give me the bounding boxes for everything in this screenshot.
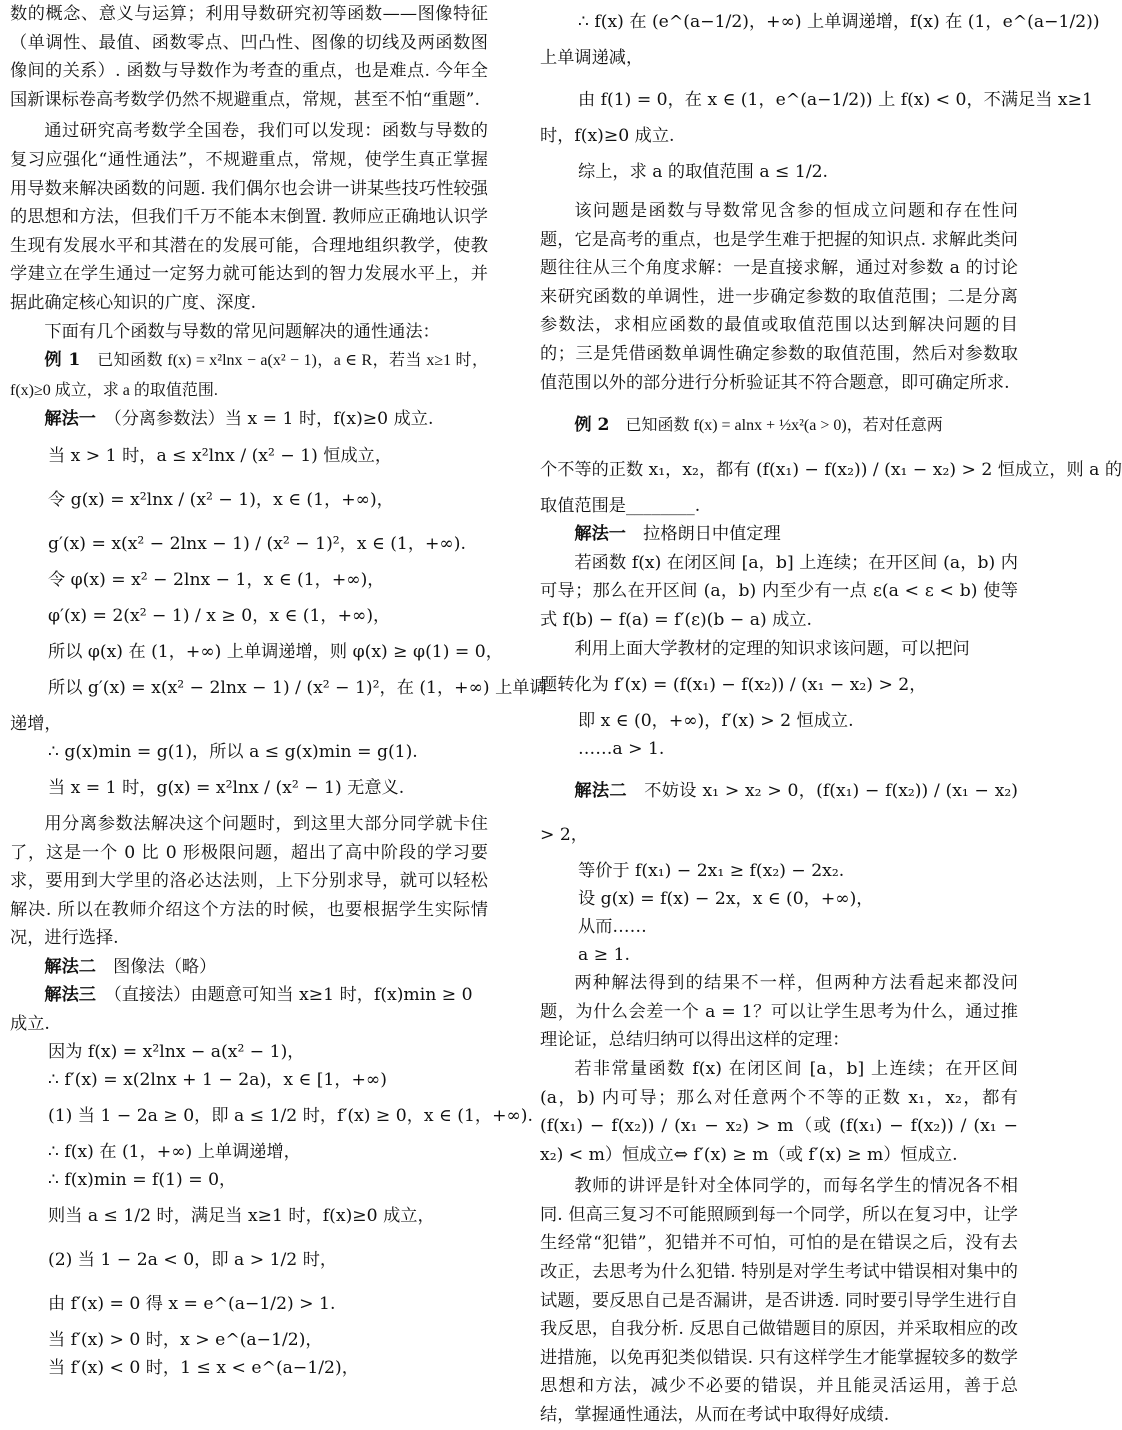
math-line: 所以 φ(x) 在 (1，+∞) 上单调递增，则 φ(x) ≥ φ(1) = 0， xyxy=(48,641,503,662)
solution-3-text: （直接法）由题意可知当 x≥1 时，f(x)min ≥ 0 xyxy=(95,985,473,1006)
solution-5-label: 解法二 xyxy=(574,781,627,802)
math-line: ∴ f(x) 在 (1，+∞) 上单调递增， xyxy=(48,1142,301,1163)
methods-intro: 下面有几个函数与导数的常见问题解决的通性通法： xyxy=(44,321,440,342)
math-line: ∴ f′(x) = x(2lnx + 1 − 2a)，x ∈ [1，+∞) xyxy=(48,1070,387,1091)
example-2 xyxy=(540,403,1018,448)
solution-4-text: 拉格朗日中值定理 xyxy=(625,524,781,545)
intro-paragraph: 数的概念、意义与运算；利用导数研究初等函数——图像特征（单调性、最值、函数零点、凹凸性、图像的切线及两函数图像间的关系）. 函数与导数作为考查的重点，也是难点. 今年全国新课标卷高考数学仍然不规避重点，常规，甚至不怕“重题”. xyxy=(10,4,488,110)
math-line: ∴ f(x)min = f(1) = 0， xyxy=(48,1170,237,1191)
math-line: (2) 当 1 − 2a < 0，即 a > 1/2 时， xyxy=(48,1250,338,1271)
math-line: 题转化为 f′(x) = (f(x₁) − f(x₂)) / (x₁ − x₂) > 2， xyxy=(540,675,927,696)
math-line: 即 x ∈ (0，+∞)，f′(x) > 2 恒成立. xyxy=(578,711,854,732)
solution-2-heading xyxy=(10,953,488,982)
example-1-label: 例 1 xyxy=(44,350,81,371)
math-line: 递增， xyxy=(10,713,62,734)
math-line: 成立. xyxy=(10,1014,50,1035)
solution-1-label: 解法一 xyxy=(44,409,96,430)
math-line: 由 f′(x) = 0 得 x = e^(a−1/2) > 1. xyxy=(48,1294,336,1315)
math-line: 所以 g′(x) = x(x² − 2lnx − 1) / (x² − 1)²，在 (1，+∞) 上单调 xyxy=(48,677,547,698)
math-line: 设 g(x) = f(x) − 2x，x ∈ (0，+∞)， xyxy=(578,889,874,910)
solution-5-heading xyxy=(540,769,1018,857)
conclusion-paragraph: 教师的讲评是针对全体同学的，而每名学生的情况各不相同. 但高三复习不可能照顾到每一个同学，所以在复习中，让学生经常“犯错”，犯错并不可怕，可怕的是在错误之后，没有去改正，去思考为什么犯错. 特别是对学生考试中错误相对集中的试题，要反思自己是否漏讲，是否讲透. 同时要引导学生进行自我反思，自我分析. 反思自己做错题目的原因，并采取相应的改进措施，以免再犯类似错误. 只有这样学生才能掌握较多的数学思想和方法，减少不必要的错误，并且能灵活运用，善于总结，掌握通性通法，从而在考试中取得好成绩. xyxy=(540,1176,1018,1426)
solution-2-label: 解法二 xyxy=(44,956,96,977)
math-line: g′(x) = x(x² − 2lnx − 1) / (x² − 1)²，x ∈ (1，+∞). xyxy=(48,533,466,554)
math-line: ∴ f(x) 在 (e^(a−1/2)，+∞) 上单调递增，f(x) 在 (1，e^(a−1/2)) xyxy=(578,12,1100,32)
math-line: (1) 当 1 − 2a ≥ 0，即 a ≤ 1/2 时，f′(x) ≥ 0，x ∈ (1，+∞). xyxy=(48,1106,533,1127)
math-line: ……a > 1. xyxy=(578,739,665,760)
math-line: 当 f′(x) > 0 时，x > e^(a−1/2)， xyxy=(48,1330,323,1351)
math-line: 当 f′(x) < 0 时，1 ≤ x < e^(a−1/2)， xyxy=(48,1358,359,1379)
math-line: 令 φ(x) = x² − 2lnx − 1，x ∈ (1，+∞)， xyxy=(48,569,385,590)
solution-2-text: 图像法（略） xyxy=(95,956,217,977)
review-paragraph: 通过研究高考数学全国卷，我们可以发现：函数与导数的复习应强化“通性通法”，不规避重点，常规，使学生真正掌握用导数来解决函数的问题. 我们偶尔也会讲一讲某些技巧性较强的思想和方法，但我们千万不能本末倒置. 教师应正确地认识学生现有发展水平和其潜在的发展可能，合理地组织教学，使教学建立在学生通过一定努力就可能达到的智力发展水平上，并据此确定核心知识的广度、深度. xyxy=(10,121,488,313)
math-line: 综上，求 a 的取值范围 a ≤ 1/2. xyxy=(578,162,829,182)
math-line: 上单调递减， xyxy=(540,48,644,68)
right-column xyxy=(540,0,1122,1430)
math-line: a ≥ 1. xyxy=(578,945,630,966)
left-column xyxy=(10,0,547,1382)
lhopital-paragraph: 用分离参数法解决这个问题时，到这里大部分同学就卡住了，这是一个 0 比 0 形极限问题，超出了高中阶段的学习要求，要用到大学里的洛必达法则，上下分别求导，就可以轻松解决. 所以在教师介绍这个方法的时候，也要根据学生实际情况，进行选择. xyxy=(10,813,488,949)
comparison-paragraph: 两种解法得到的结果不一样，但两种方法看起来都没问题，为什么会差一个 a = 1？可以让学生思考为什么，通过推理论证，总结归纳可以得出这样的定理： xyxy=(540,973,1018,1051)
solution-3-label: 解法三 xyxy=(44,985,96,1006)
math-line: 取值范围是________. xyxy=(540,496,701,517)
example-1 xyxy=(10,346,488,405)
math-line: 则当 a ≤ 1/2 时，满足当 x≥1 时，f(x)≥0 成立， xyxy=(48,1206,435,1227)
solution-1-text: （分离参数法）当 x = 1 时，f(x)≥0 成立. xyxy=(95,409,434,430)
math-line: 个不等的正数 x₁，x₂，都有 (f(x₁) − f(x₂)) / (x₁ − x₂) > 2 恒成立，则 a 的 xyxy=(540,460,1122,481)
math-line: 当 x = 1 时，g(x) = x²lnx / (x² − 1) 无意义. xyxy=(48,777,405,798)
solution-4-heading xyxy=(540,520,1018,549)
example-2-label: 例 2 xyxy=(574,415,610,436)
math-line: 由 f(1) = 0，在 x ∈ (1，e^(a−1/2)) 上 f(x) < 0，不满足当 x≥1 xyxy=(578,90,1093,110)
solution-4-label: 解法一 xyxy=(574,524,626,545)
math-line: 等价于 f(x₁) − 2x₁ ≥ f(x₂) − 2x₂. xyxy=(578,861,845,882)
math-line: 时，f(x)≥0 成立. xyxy=(540,126,675,146)
math-line: 令 g(x) = x²lnx / (x² − 1)，x ∈ (1，+∞)， xyxy=(48,489,394,510)
transform-paragraph: 利用上面大学教材的定理的知识求该问题，可以把问 xyxy=(574,638,970,659)
solution-1-heading xyxy=(10,405,488,434)
math-line: 因为 f(x) = x²lnx − a(x² − 1)， xyxy=(48,1042,305,1063)
example-2-text: 已知函数 f(x) = alnx + ½x²(a > 0)，若对任意两 xyxy=(609,417,943,435)
math-line: 从而…… xyxy=(578,917,647,938)
solution-5-text: 不妨设 x₁ > x₂ > 0，(f(x₁) − f(x₂)) / (x₁ − x₂) > 2， xyxy=(540,781,1018,846)
solution-3-heading xyxy=(10,981,488,1010)
mean-value-theorem: 若函数 f(x) 在闭区间 [a，b] 上连续；在开区间 (a，b) 内可导；那么在开区间 (a，b) 内至少有一点 ε(a < ε < b) 使等式 f(b) − f(a) = f′(ε)(b − a) 成立. xyxy=(540,552,1018,630)
math-line: φ′(x) = 2(x² − 1) / x ≥ 0，x ∈ (1，+∞)， xyxy=(48,605,391,626)
example-1-text: 已知函数 f(x) = x²lnx − a(x² − 1)，a ∈ R，若当 x≥1 时，f(x)≥0 成立，求 a 的取值范围. xyxy=(10,352,488,399)
math-line: 当 x > 1 时，a ≤ x²lnx / (x² − 1) 恒成立， xyxy=(48,445,393,466)
analysis-paragraph: 该问题是函数与导数常见含参的恒成立问题和存在性问题，它是高考的重点，也是学生难于把握的知识点. 求解此类问题往往从三个角度求解：一是直接求解，通过对参数 a 的讨论来研究函数的单调性，进一步确定参数的取值范围；二是分离参数法，求相应函数的最值或取值范围以达到解决问题的目的；三是凭借函数单调性确定参数的取值范围，然后对参数取值范围以外的部分进行分析验证其不符合题意，即可确定所求. xyxy=(540,201,1018,393)
math-line: ∴ g(x)min = g(1)，所以 a ≤ g(x)min = g(1). xyxy=(48,741,418,762)
theorem-paragraph: 若非常量函数 f(x) 在闭区间 [a，b] 上连续；在开区间 (a，b) 内可导；那么对任意两个不等的正数 x₁，x₂，都有 (f(x₁) − f(x₂)) / (x₁ − x₂) > m（或 (f(x₁) − f(x₂)) / (x₁ − x₂) < m）恒成立⇔ f′(x) ≥ m（或 f′(x) ≥ m）恒成立. xyxy=(540,1058,1018,1165)
